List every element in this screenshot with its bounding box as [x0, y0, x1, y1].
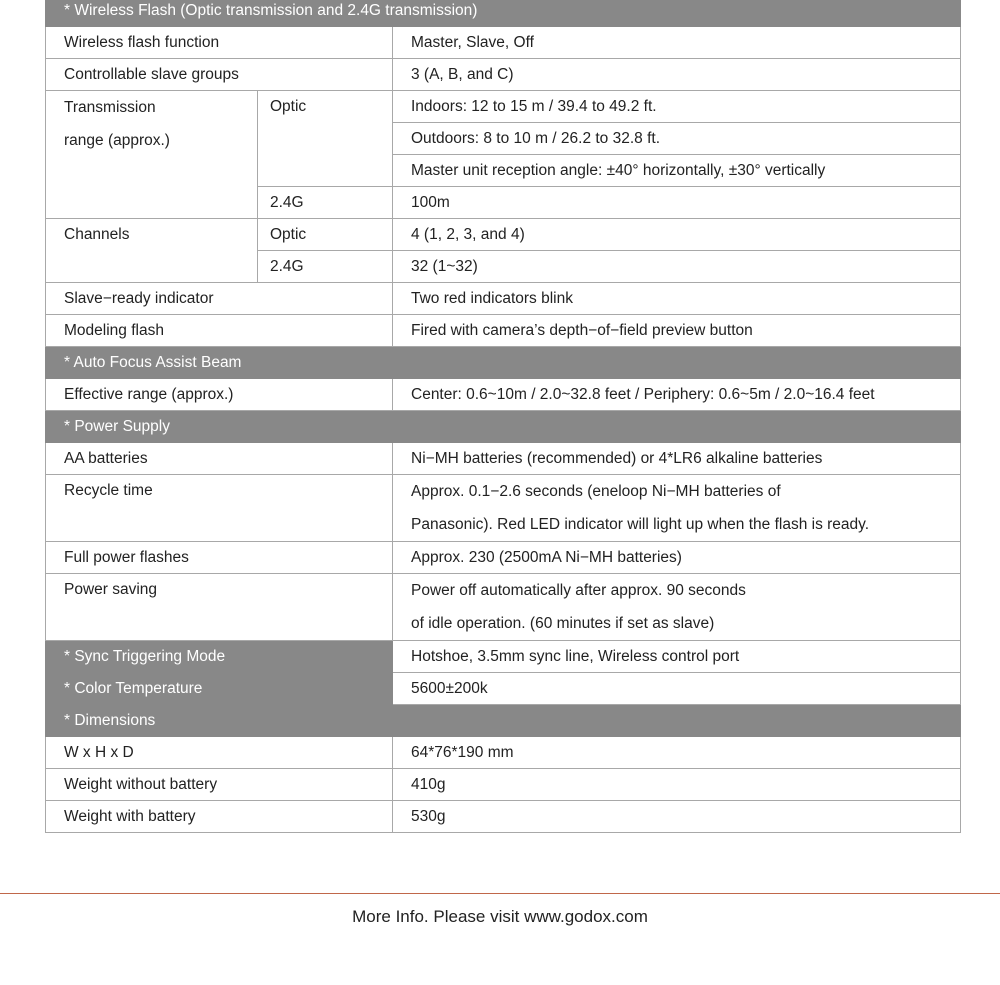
spec-sublabel: 2.4G	[258, 251, 393, 283]
spec-label: Weight with battery	[46, 801, 393, 833]
spec-value: Approx. 230 (2500mA Ni−MH batteries)	[393, 542, 961, 574]
table-row	[46, 219, 961, 251]
spec-value: 100m	[393, 187, 961, 219]
section-title: * Power Supply	[46, 411, 961, 443]
spec-value: Ni−MH batteries (recommended) or 4*LR6 alkaline batteries	[393, 443, 961, 475]
section-title: * Wireless Flash (Optic transmission and 2.4G transmission)	[46, 0, 961, 27]
table-row	[46, 801, 961, 833]
spec-label: Weight without battery	[46, 769, 393, 801]
spec-sublabel: Optic	[258, 219, 393, 251]
spec-value: Outdoors: 8 to 10 m / 26.2 to 32.8 ft.	[393, 123, 961, 155]
table-row	[46, 27, 961, 59]
spec-value-multiline	[393, 475, 961, 542]
spec-value: 4 (1, 2, 3, and 4)	[393, 219, 961, 251]
spec-label: Effective range (approx.)	[46, 379, 393, 411]
section-title: * Auto Focus Assist Beam	[46, 347, 961, 379]
table-row	[46, 769, 961, 801]
table-row	[46, 91, 961, 123]
spec-label: Power saving	[46, 574, 393, 641]
footer-info-text: More Info. Please visit www.godox.com	[352, 907, 648, 926]
section-color-temperature: * Color Temperature	[46, 673, 393, 705]
spec-label: W x H x D	[46, 737, 393, 769]
spec-label-transmission	[46, 91, 258, 219]
spec-label: Full power flashes	[46, 542, 393, 574]
table-row	[46, 641, 961, 673]
table-row	[46, 283, 961, 315]
spec-label: AA batteries	[46, 443, 393, 475]
label-line: Transmission	[64, 99, 156, 116]
section-power-supply	[46, 411, 961, 443]
spec-value: 3 (A, B, and C)	[393, 59, 961, 91]
footer-divider	[0, 893, 1000, 894]
value-line: Panasonic). Red LED indicator will light up when the flash is ready.	[411, 516, 870, 533]
spec-value: Master unit reception angle: ±40° horizontally, ±30° vertically	[393, 155, 961, 187]
spec-label: Wireless flash function	[46, 27, 393, 59]
spec-sublabel: Optic	[258, 91, 393, 187]
table-row	[46, 315, 961, 347]
spec-value: Master, Slave, Off	[393, 27, 961, 59]
table-row	[46, 574, 961, 641]
label-line: range (approx.)	[64, 132, 170, 149]
spec-table	[45, 0, 961, 833]
spec-value: Two red indicators blink	[393, 283, 961, 315]
spec-value-multiline	[393, 574, 961, 641]
table-row	[46, 443, 961, 475]
section-title: * Dimensions	[46, 705, 961, 737]
spec-label: Channels	[46, 219, 258, 283]
table-row	[46, 673, 961, 705]
value-line: of idle operation. (60 minutes if set as slave)	[411, 615, 715, 632]
spec-label: Recycle time	[46, 475, 393, 542]
spec-value: Indoors: 12 to 15 m / 39.4 to 49.2 ft.	[393, 91, 961, 123]
table-row	[46, 542, 961, 574]
spec-value: 410g	[393, 769, 961, 801]
spec-value: 530g	[393, 801, 961, 833]
section-af-assist-beam	[46, 347, 961, 379]
table-row	[46, 737, 961, 769]
spec-sublabel: 2.4G	[258, 187, 393, 219]
section-sync-triggering: * Sync Triggering Mode	[46, 641, 393, 673]
value-line: Power off automatically after approx. 90 seconds	[411, 582, 746, 599]
spec-value: 5600±200k	[393, 673, 961, 705]
spec-value: Hotshoe, 3.5mm sync line, Wireless control port	[393, 641, 961, 673]
section-dimensions	[46, 705, 961, 737]
spec-label: Modeling flash	[46, 315, 393, 347]
table-row	[46, 59, 961, 91]
spec-label: Controllable slave groups	[46, 59, 393, 91]
table-row	[46, 475, 961, 542]
value-line: Approx. 0.1−2.6 seconds (eneloop Ni−MH batteries of	[411, 483, 781, 500]
spec-value: Fired with camera’s depth−of−field preview button	[393, 315, 961, 347]
table-row	[46, 379, 961, 411]
spec-value: Center: 0.6~10m / 2.0~32.8 feet / Periphery: 0.6~5m / 2.0~16.4 feet	[393, 379, 961, 411]
spec-value: 64*76*190 mm	[393, 737, 961, 769]
spec-label: Slave−ready indicator	[46, 283, 393, 315]
spec-value: 32 (1~32)	[393, 251, 961, 283]
section-wireless-flash	[46, 0, 961, 27]
